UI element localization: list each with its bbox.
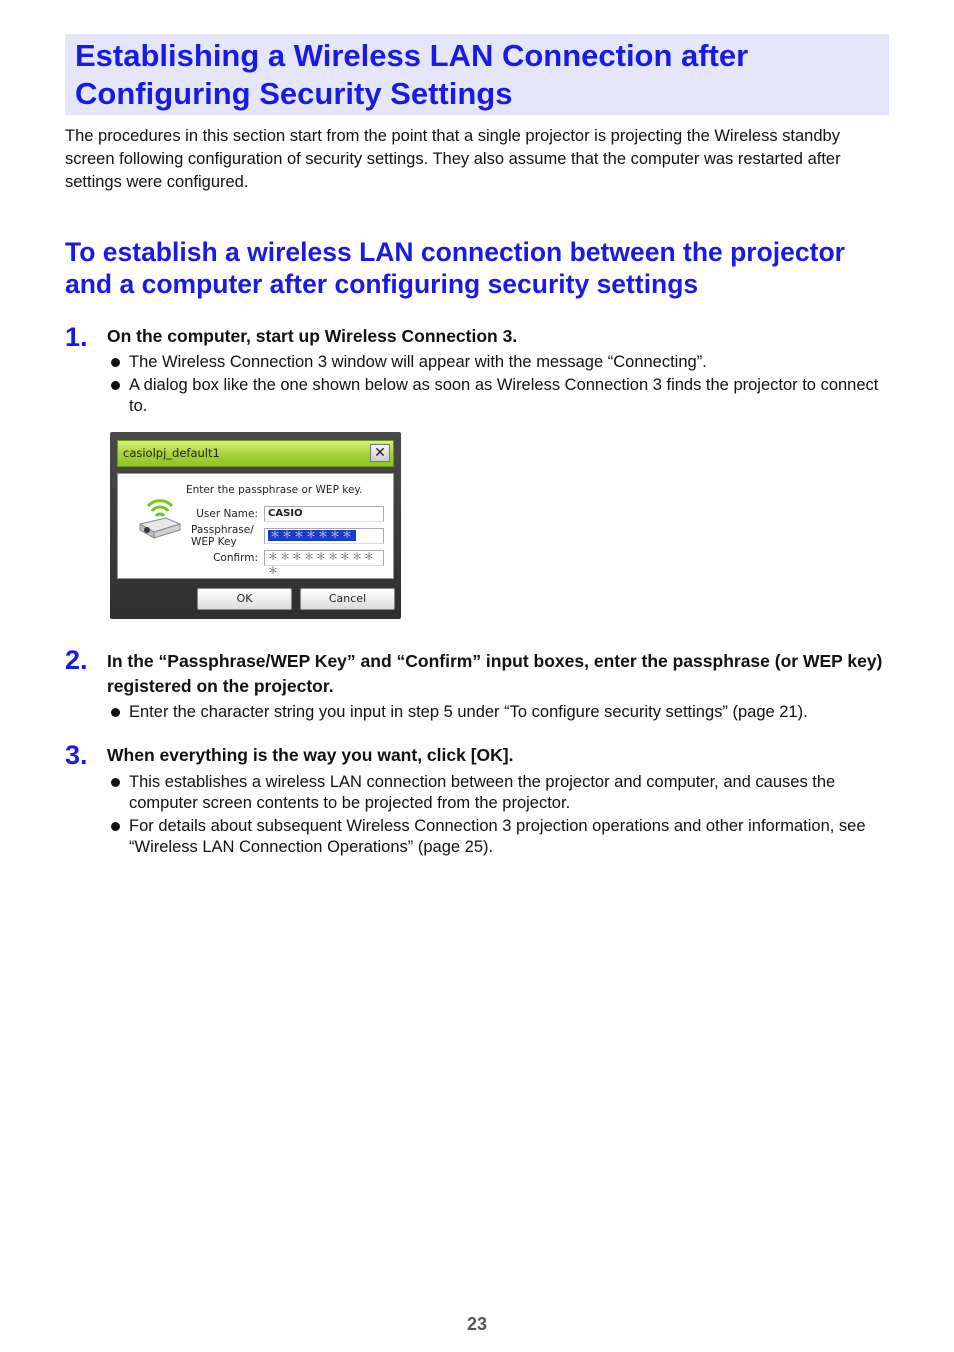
bullet-icon — [111, 358, 120, 367]
bullet-icon — [111, 381, 120, 390]
passphrase-label-line1: Passphrase/ — [191, 524, 254, 536]
step-1-number: 1. — [65, 322, 88, 352]
list-item — [110, 772, 900, 814]
cancel-button[interactable]: Cancel — [300, 588, 395, 610]
step-1-bullets — [110, 352, 900, 419]
procedure-heading: To establish a wireless LAN connection between the projector and a computer after configuring security settings — [65, 237, 845, 299]
bullet-text: Enter the character string you input in step 5 under “To configure security settings” (page 21). — [129, 703, 808, 721]
list-item — [110, 375, 900, 417]
dialog-body — [117, 473, 394, 579]
step-2-bullets — [110, 702, 900, 725]
list-item — [110, 702, 900, 723]
intro-paragraph: The procedures in this section start from the point that a single projector is projecting the Wireless standby screen following configuration of security settings. They also assume that the computer was restarted after settings were configured. — [65, 127, 841, 191]
dialog-message: Enter the passphrase or WEP key. — [186, 484, 363, 496]
step-3-number: 3. — [65, 740, 88, 770]
title-banner — [65, 34, 889, 115]
wireless-projector-icon — [136, 490, 184, 542]
bullet-icon — [111, 822, 120, 831]
ok-button[interactable]: OK — [197, 588, 292, 610]
bullet-text: A dialog box like the one shown below as soon as Wireless Connection 3 finds the projector to connect to. — [129, 376, 879, 415]
close-icon[interactable]: ✕ — [370, 444, 390, 462]
bullet-icon — [111, 778, 120, 787]
list-item — [110, 352, 900, 373]
dialog-titlebar — [117, 440, 394, 467]
step-3-bullets — [110, 772, 900, 860]
passphrase-label-line2: WEP Key — [191, 536, 237, 548]
page-title: Establishing a Wireless LAN Connection after Configuring Security Settings — [75, 38, 749, 111]
confirm-field[interactable]: ＊＊＊＊＊＊＊＊＊＊ — [264, 550, 384, 566]
list-item — [110, 816, 900, 858]
step-2-text: In the “Passphrase/WEP Key” and “Confirm” input boxes, enter the passphrase (or WEP key) registered on the projector. — [107, 651, 883, 696]
bullet-icon — [111, 708, 120, 717]
passphrase-value: ＊＊＊＊＊＊＊ — [270, 530, 354, 541]
step-1-text: On the computer, start up Wireless Connection 3. — [107, 326, 518, 346]
dialog-title: casiolpj_default1 — [123, 446, 220, 460]
user-name-label: User Name: — [196, 508, 258, 520]
step-2-number: 2. — [65, 645, 88, 675]
page-number: 23 — [466, 1314, 488, 1334]
confirm-label: Confirm: — [213, 552, 258, 564]
bullet-text: For details about subsequent Wireless Connection 3 projection operations and other information, see “Wireless LAN Connection Operations” (page 25). — [129, 817, 866, 856]
passphrase-dialog-screenshot — [110, 432, 401, 619]
bullet-text: The Wireless Connection 3 window will appear with the message “Connecting”. — [129, 353, 707, 371]
user-name-field[interactable]: CASIO — [264, 506, 384, 522]
passphrase-field[interactable] — [264, 528, 384, 544]
step-3-text: When everything is the way you want, click [OK]. — [107, 745, 514, 765]
bullet-text: This establishes a wireless LAN connection between the projector and computer, and causes the computer screen contents to be projected from the projector. — [129, 773, 836, 812]
